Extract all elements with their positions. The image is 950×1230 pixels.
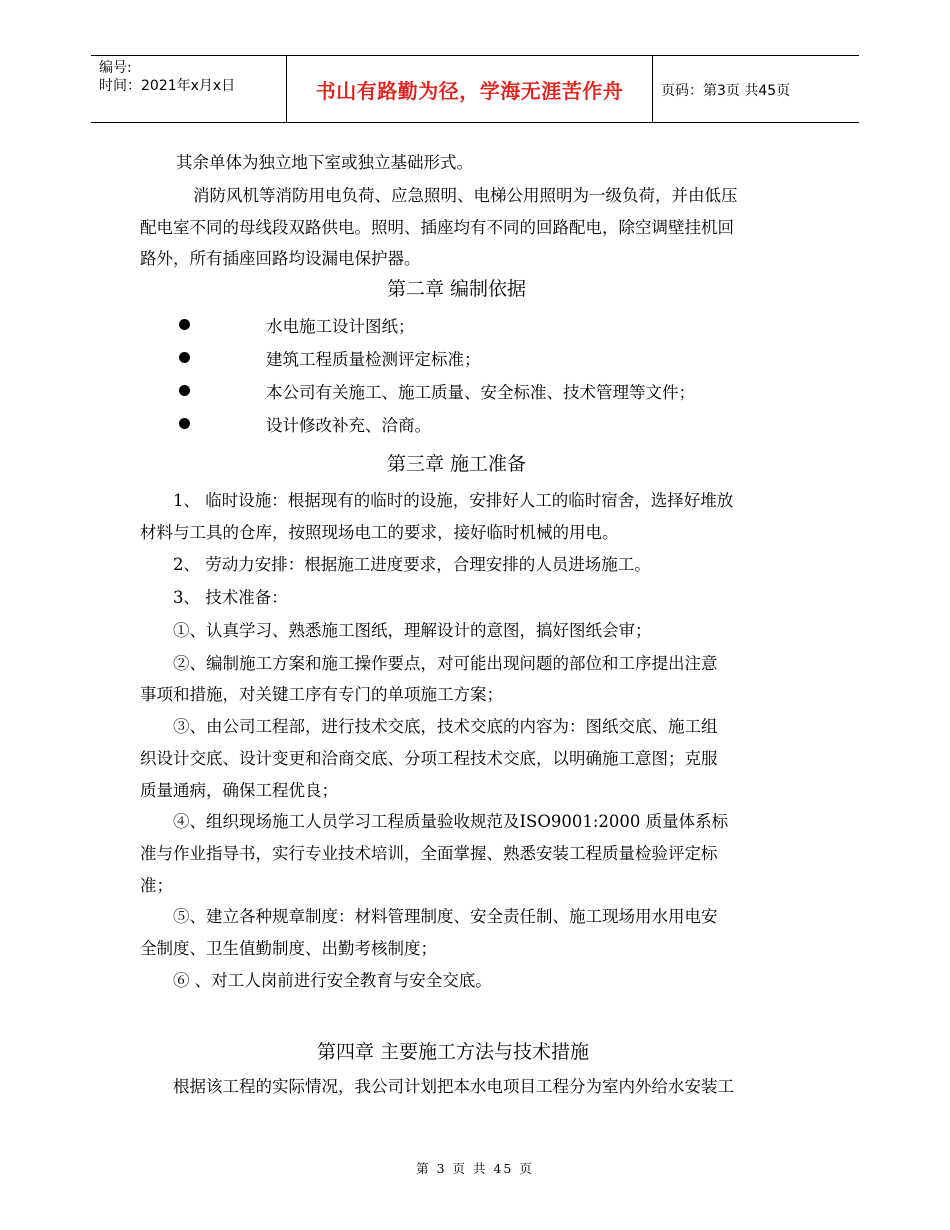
header-motto: 书山有路勤为径，学海无涯苦作舟: [286, 56, 653, 122]
paragraph-line: 织设计交底、设计变更和洽商交底、分项工程技术交底，以明确施工意图；克服: [140, 749, 718, 768]
paragraph-line: 3、 技术准备：: [173, 588, 288, 607]
paragraph-line: 其余单体为独立地下室或独立基础形式。: [176, 153, 473, 172]
list-item: 设计修改补充、洽商。: [266, 416, 431, 435]
list-item: 建筑工程质量检测评定标准；: [266, 350, 481, 369]
paragraph-line: ④、组织现场施工人员学习工程质量验收规范及ISO9001:2000 质量体系标: [173, 812, 729, 831]
paragraph-line: 消防风机等消防用电负荷、应急照明、电梯公用照明为一级负荷，并由低压: [193, 186, 738, 205]
bullet-icon: [179, 418, 190, 429]
bullet-icon: [179, 352, 190, 363]
page-header: [91, 55, 859, 123]
paragraph-line: 根据该工程的实际情况，我公司计划把本水电项目工程分为室内外给水安装工: [173, 1077, 734, 1096]
bullet-icon: [179, 319, 190, 330]
document-time: 时间：2021年x月x日: [99, 78, 236, 94]
document-code-label: 编号:: [99, 60, 132, 76]
paragraph-line: 1、 临时设施：根据现有的临时的设施，安排好人工的临时宿舍，选择好堆放: [173, 491, 734, 510]
bullet-icon: [179, 385, 190, 396]
paragraph-line: 质量通病，确保工程优良；: [140, 781, 338, 800]
paragraph-line: 配电室不同的母线段双路供电。照明、插座均有不同的回路配电，除空调壁挂机回: [140, 218, 734, 237]
header-page-info: 页码：第3页 共45页: [661, 83, 791, 99]
paragraph-line: ②、编制施工方案和施工操作要点，对可能出现问题的部位和工序提出注意: [173, 654, 718, 673]
paragraph-line: 材料与工具的仓库，按照现场电工的要求，接好临时机械的用电。: [140, 523, 619, 542]
paragraph-line: ⑥ 、对工人岗前进行安全教育与安全交底。: [173, 971, 492, 990]
paragraph-line: 全制度、卫生值勤制度、出勤考核制度；: [140, 939, 437, 958]
paragraph-line: 2、 劳动力安排：根据施工进度要求，合理安排的人员进场施工。: [173, 555, 651, 574]
page-footer: 第 3 页 共 45 页: [416, 1161, 534, 1176]
chapter-4-title: 第四章 主要施工方法与技术措施: [317, 1041, 590, 1063]
paragraph-line: ①、认真学习、熟悉施工图纸，理解设计的意图，搞好图纸会审；: [173, 621, 652, 640]
chapter-3-title: 第三章 施工准备: [387, 453, 527, 475]
paragraph-line: 路外，所有插座回路均设漏电保护器。: [140, 249, 421, 268]
chapter-2-title: 第二章 编制依据: [387, 278, 527, 300]
paragraph-line: 准；: [140, 876, 173, 895]
list-item: 水电施工设计图纸；: [266, 317, 415, 336]
header-meta: [99, 59, 235, 95]
paragraph-line: ⑤、建立各种规章制度：材料管理制度、安全责任制、施工现场用水用电安: [173, 907, 718, 926]
paragraph-line: ③、由公司工程部，进行技术交底，技术交底的内容为：图纸交底、施工组: [173, 717, 718, 736]
paragraph-line: 准与作业指导书，实行专业技术培训，全面掌握、熟悉安装工程质量检验评定标: [140, 844, 718, 863]
paragraph-line: 事项和措施，对关键工序有专门的单项施工方案；: [140, 685, 503, 704]
list-item: 本公司有关施工、施工质量、安全标准、技术管理等文件；: [266, 383, 695, 402]
